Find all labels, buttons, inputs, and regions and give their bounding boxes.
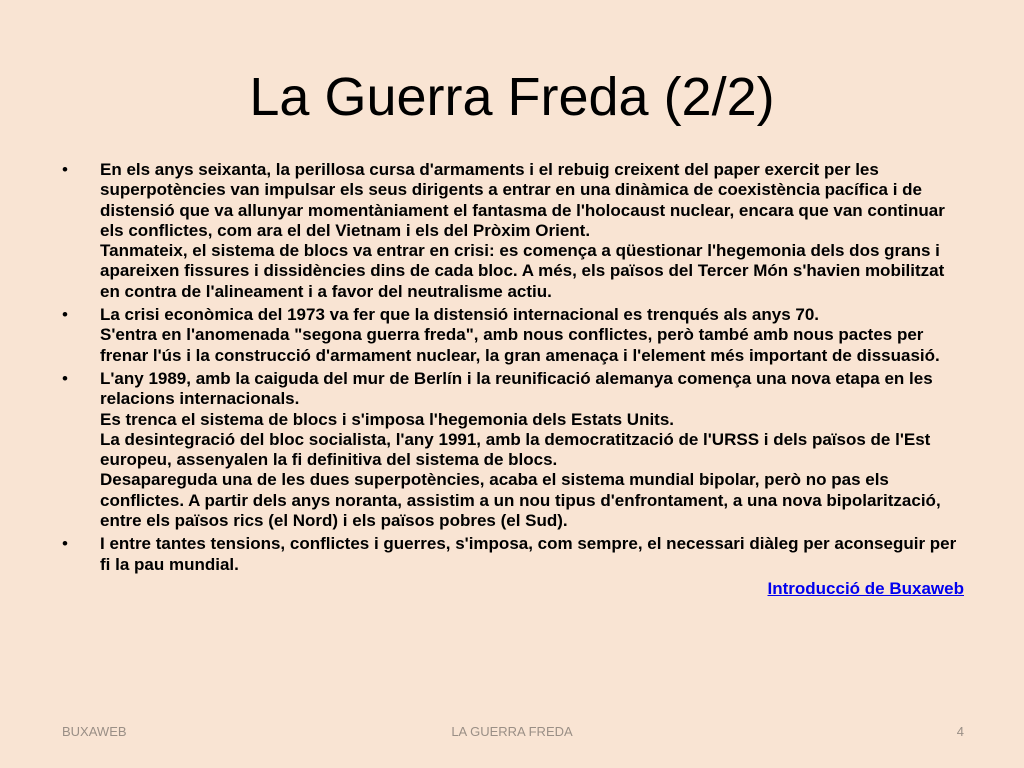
bullet-text: L'any 1989, amb la caiguda del mur de Berlín i la reunificació alemanya comença una nova etapa en les relacions internacionals. (100, 368, 933, 409)
bullet-icon: • (62, 368, 68, 388)
bullet-icon: • (62, 160, 68, 179)
bullet-text: S'entra en l'anomenada "segona guerra freda", amb nous conflictes, però també amb nous pactes per frenar l'ús i la construcció d'armament nuclear, la gran amenaça i l'element més important de dissuasió. (100, 325, 940, 365)
page-number: 4 (956, 724, 964, 739)
footer-left: BUXAWEB (62, 724, 127, 739)
bullet-text: Desapareguda una de les dues superpotències, acaba el sistema mundial bipolar, però no pas els conflictes. A partir dels anys noranta, assistim a un nou tipus d'enfrontament, a una nova bipolarització, entre els països rics (el Nord) i els països pobres (el Sud). (100, 470, 941, 531)
buxaweb-intro-link[interactable]: Introducció de Buxaweb (767, 578, 964, 598)
bullet-item (62, 305, 964, 366)
bullet-list (62, 160, 964, 599)
bullet-item (62, 534, 964, 575)
bullet-text: La desintegració del bloc socialista, l'any 1991, amb la democratització de l'URSS i dels països de l'Est europeu, assenyalen la fi definitiva del sistema de blocs. (100, 429, 931, 470)
bullet-item (62, 369, 964, 531)
bullet-icon: • (62, 534, 68, 554)
bullet-text: Es trenca el sistema de blocs i s'imposa l'hegemonia dels Estats Units. (100, 409, 675, 429)
bullet-text: I entre tantes tensions, conflictes i guerres, s'imposa, com sempre, el necessari diàleg per aconseguir per fi la pau mundial. (100, 534, 957, 574)
bullet-text: La crisi econòmica del 1973 va fer que la distensió internacional es trenqués als anys 70. (100, 305, 820, 325)
footer-center: LA GUERRA FREDA (451, 724, 573, 739)
bullet-text: Tanmateix, el sistema de blocs va entrar en crisi: es comença a qüestionar l'hegemonia dels dos grans i apareixen fissures i dissidències dins de cada bloc. A més, els països del Tercer Món s'havien mobilitzat en contra de l'alineament i a favor del neutralisme actiu. (100, 241, 945, 301)
bullet-item (62, 160, 964, 302)
slide-title: La Guerra Freda (2/2) (249, 67, 775, 127)
link-row (62, 579, 964, 599)
bullet-text: En els anys seixanta, la perillosa cursa d'armaments i el rebuig creixent del paper exercit per les superpotències van impulsar els seus dirigents a entrar en una dinàmica de coexistència pacífica i de distensió que va allunyar momentàniament el fantasma de l'holocaust nuclear, encara que van continuar els conflictes, com ara el del Vietnam i els del Pròxim Orient. (100, 160, 945, 240)
bullet-icon: • (62, 305, 68, 325)
